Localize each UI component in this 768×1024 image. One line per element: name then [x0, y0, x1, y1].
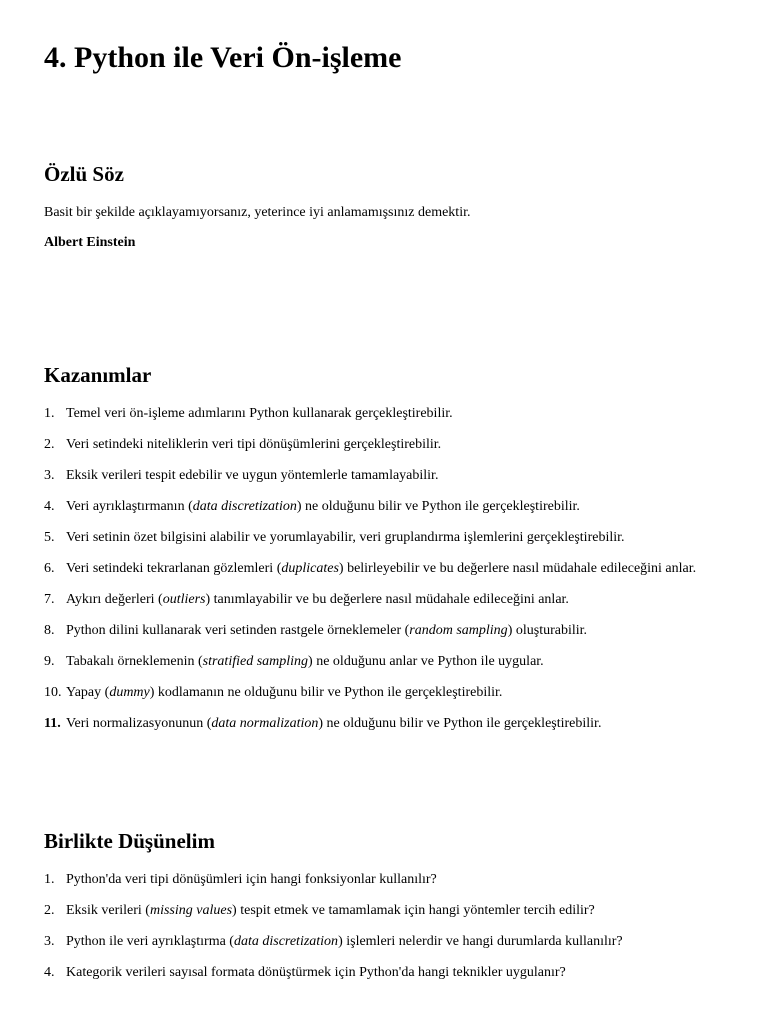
list-item: [44, 965, 728, 981]
list-item-text: Temel veri ön-işleme adımlarını Python kullanarak gerçekleştirebilir.: [66, 406, 453, 421]
list-item-text: Veri ayrıklaştırmanın (: [66, 499, 193, 514]
discussion-heading: Birlikte Düşünelim: [44, 829, 215, 853]
list-item-term: outliers: [162, 592, 206, 607]
list-item-number: 10.: [44, 685, 62, 700]
list-item-number: 7.: [44, 592, 55, 607]
list-item-term: dummy: [109, 685, 150, 700]
quote-text: Basit bir şekilde açıklayamıyorsanız, yeterince iyi anlamamışsınız demektir.: [44, 205, 471, 220]
list-item-text-end: ) tanımlayabilir ve bu değerlere nasıl müdahale edileceğini anlar.: [205, 592, 569, 607]
discussion-list: [44, 872, 728, 996]
list-item-term: missing values: [149, 903, 233, 918]
page-title: 4. Python ile Veri Ön-işleme: [44, 41, 402, 74]
list-item-term: random sampling: [409, 623, 508, 638]
list-item-text: Veri setindeki niteliklerin veri tipi dönüşümlerini gerçekleştirebilir.: [66, 437, 442, 452]
list-item: [44, 437, 728, 453]
list-item-text-end: ) işlemleri nelerdir ve hangi durumlarda kullanılır?: [338, 934, 623, 949]
list-item: [44, 530, 728, 546]
list-item-text: Aykırı değerleri (: [66, 592, 163, 607]
list-item-text-end: ) tespit etmek ve tamamlamak için hangi yöntemler tercih edilir?: [232, 903, 595, 918]
list-item-term: duplicates: [281, 561, 339, 576]
list-item-text: Eksik verileri (: [66, 903, 150, 918]
outcomes-list: [44, 406, 728, 747]
quote-author: Albert Einstein: [44, 235, 136, 250]
list-item-text: Veri setinin özet bilgisini alabilir ve yorumlayabilir, veri gruplandırma işlemlerini gerçekleştirebilir.: [66, 530, 625, 545]
list-item-number: 9.: [44, 654, 55, 669]
list-item-term: stratified sampling: [202, 654, 309, 669]
list-item-number: 4.: [44, 965, 55, 980]
list-item: [44, 903, 728, 919]
list-item-text-end: ) oluşturabilir.: [507, 623, 588, 638]
list-item: [44, 592, 728, 608]
list-item: [44, 561, 728, 577]
list-item: [44, 872, 728, 888]
list-item-term: data normalization: [211, 716, 319, 731]
list-item: [44, 406, 728, 422]
list-item: [44, 934, 728, 950]
list-item-number: 5.: [44, 530, 55, 545]
outcomes-heading: Kazanımlar: [44, 363, 152, 387]
list-item-number: 1.: [44, 406, 55, 421]
list-item-text-end: ) ne olduğunu bilir ve Python ile gerçekleştirebilir.: [296, 499, 580, 514]
list-item-number: 2.: [44, 437, 55, 452]
list-item-term: data discretization: [192, 499, 297, 514]
list-item-text: Kategorik verileri sayısal formata dönüştürmek için Python'da hangi teknikler uygulanır?: [66, 965, 566, 980]
list-item: [44, 716, 728, 732]
list-item-number: 3.: [44, 468, 55, 483]
list-item-number: 11.: [44, 716, 61, 731]
list-item-text: Python ile veri ayrıklaştırma (: [66, 934, 234, 949]
list-item-number: 8.: [44, 623, 55, 638]
list-item-text-end: ) kodlamanın ne olduğunu bilir ve Python ile gerçekleştirebilir.: [149, 685, 503, 700]
list-item-text: Yapay (: [66, 685, 110, 700]
list-item-number: 3.: [44, 934, 55, 949]
list-item: [44, 685, 728, 701]
list-item: [44, 499, 728, 515]
list-item: [44, 623, 728, 639]
list-item-number: 1.: [44, 872, 55, 887]
list-item-text: Eksik verileri tespit edebilir ve uygun yöntemlerle tamamlayabilir.: [66, 468, 439, 483]
list-item-number: 4.: [44, 499, 55, 514]
quote-heading: Özlü Söz: [44, 162, 124, 186]
list-item-number: 6.: [44, 561, 55, 576]
list-item-text: Veri setindeki tekrarlanan gözlemleri (: [66, 561, 282, 576]
list-item-text-end: ) belirleyebilir ve bu değerlere nasıl müdahale edileceğini anlar.: [338, 561, 697, 576]
list-item-term: data discretization: [233, 934, 339, 949]
list-item-text-end: ) ne olduğunu anlar ve Python ile uygular.: [308, 654, 544, 669]
list-item: [44, 654, 728, 670]
list-item-text: Python dilini kullanarak veri setinden rastgele örneklemeler (: [66, 623, 410, 638]
list-item-text-end: ) ne olduğunu bilir ve Python ile gerçekleştirebilir.: [318, 716, 602, 731]
list-item-text: Python'da veri tipi dönüşümleri için hangi fonksiyonlar kullanılır?: [66, 872, 437, 887]
list-item-text: Veri normalizasyonunun (: [66, 716, 212, 731]
list-item: [44, 468, 728, 484]
list-item-text: Tabakalı örneklemenin (: [66, 654, 203, 669]
list-item-number: 2.: [44, 903, 55, 918]
